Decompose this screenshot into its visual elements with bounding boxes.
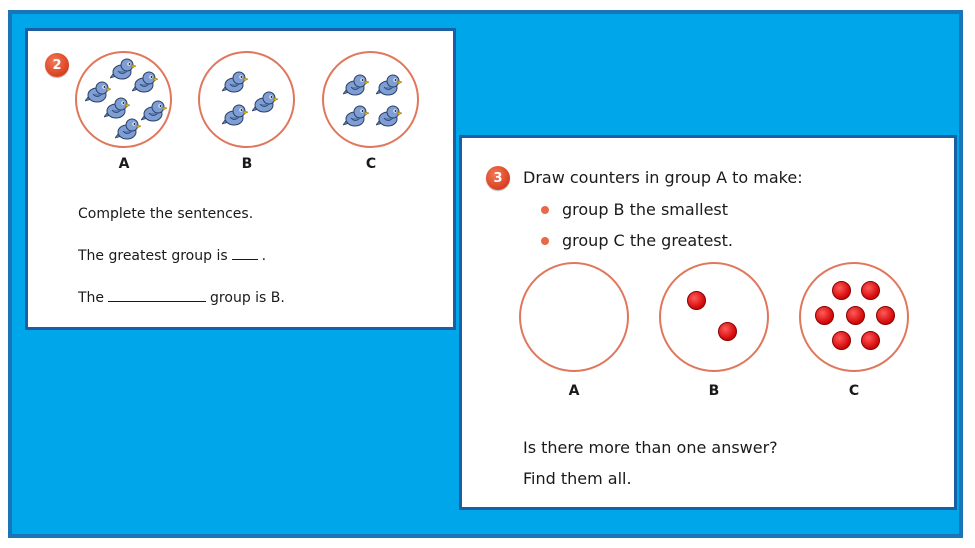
bird-icon [343, 104, 369, 128]
bird-icon [141, 99, 167, 123]
group-label-c: C [365, 156, 377, 172]
bird-icon [222, 103, 248, 127]
group-circle-b [659, 262, 769, 372]
group-circle-a[interactable] [519, 262, 629, 372]
prompt-text: Draw counters in group A to make: [523, 168, 803, 187]
group-circle-b [198, 51, 295, 148]
question-number-badge: 2 [45, 53, 69, 77]
sentence-2-end: group is B. [210, 290, 285, 306]
sentence-2 [78, 290, 285, 306]
counter-icon [718, 322, 737, 341]
instruction-text: Complete the sentences. [78, 206, 254, 222]
group-label-b: B [708, 383, 720, 399]
bird-icon [222, 70, 248, 94]
group-label-b: B [241, 156, 253, 172]
group-label-c: C [848, 383, 860, 399]
bird-icon [343, 73, 369, 97]
question-2-card [25, 28, 456, 330]
bird-icon [115, 117, 141, 141]
group-circle-a [75, 51, 172, 148]
answer-blank-2[interactable] [108, 300, 206, 302]
question-number-badge: 3 [486, 166, 510, 190]
bullet-item-2: group C the greatest. [562, 231, 733, 250]
counter-icon [832, 281, 851, 300]
bullet-icon [541, 206, 549, 214]
bird-icon [252, 90, 278, 114]
counter-icon [846, 306, 865, 325]
sentence-1-start: The greatest group is [78, 248, 228, 264]
group-circle-c [799, 262, 909, 372]
group-circle-c [322, 51, 419, 148]
question-3-card [459, 135, 957, 510]
sentence-1 [78, 248, 266, 264]
counter-icon [861, 281, 880, 300]
answer-blank-1[interactable] [232, 258, 258, 260]
bird-icon [132, 70, 158, 94]
sentence-1-end: . [261, 248, 267, 264]
counter-icon [687, 291, 706, 310]
follow-up-task: Find them all. [523, 469, 632, 488]
group-label-a: A [118, 156, 130, 172]
group-label-a: A [568, 383, 580, 399]
bullet-icon [541, 237, 549, 245]
bullet-item-1: group B the smallest [562, 200, 729, 219]
counter-icon [815, 306, 834, 325]
follow-up-question: Is there more than one answer? [523, 438, 778, 457]
counter-icon [832, 331, 851, 350]
bird-icon [376, 73, 402, 97]
sentence-2-start: The [78, 290, 105, 306]
bird-icon [376, 104, 402, 128]
counter-icon [876, 306, 895, 325]
counter-icon [861, 331, 880, 350]
